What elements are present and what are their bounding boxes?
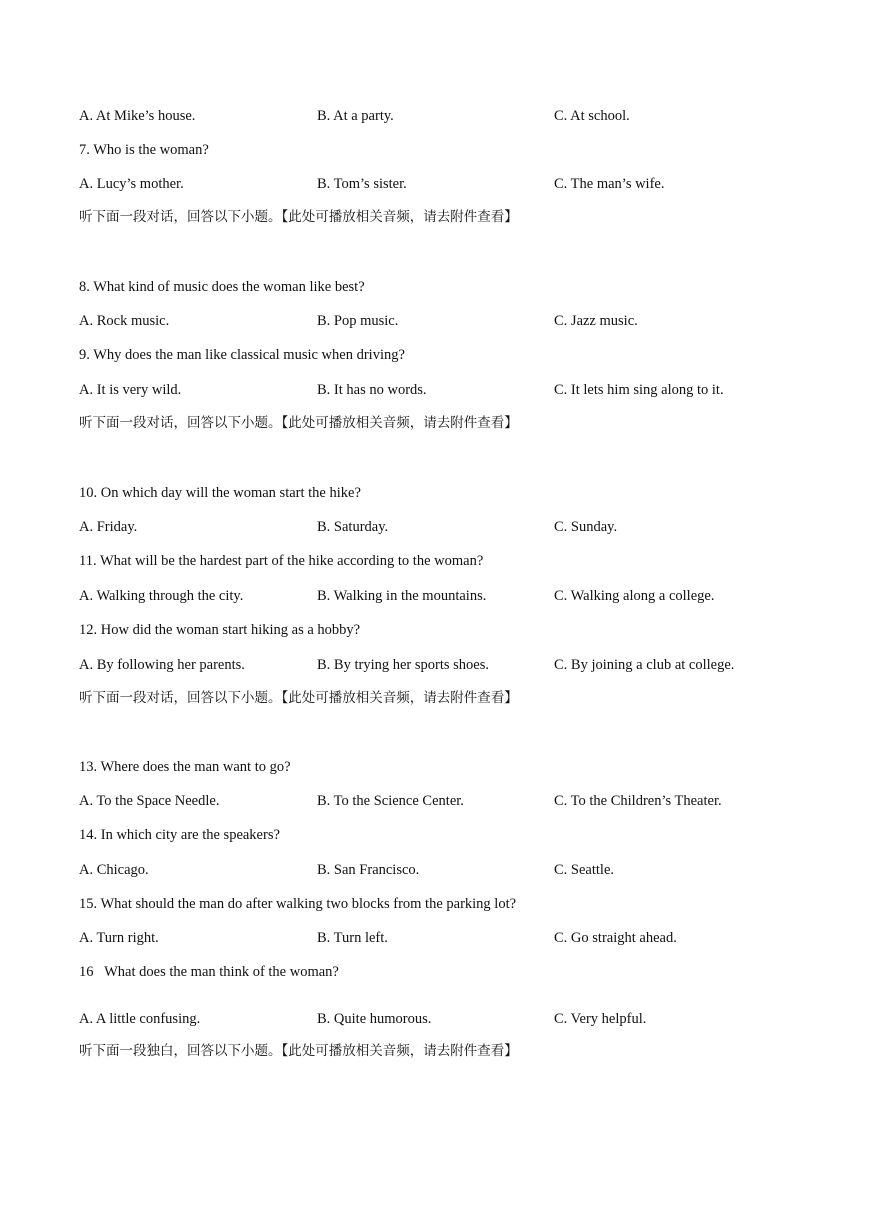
option-a: A. It is very wild. <box>79 382 182 398</box>
question-7: 7. Who is the woman? <box>79 142 209 158</box>
option-c: C. Walking along a college. <box>554 588 715 604</box>
option-b: B. It has no words. <box>317 382 427 398</box>
option-c: C. At school. <box>554 108 630 124</box>
option-c: C. Go straight ahead. <box>554 930 677 946</box>
option-b: B. Walking in the mountains. <box>317 588 487 604</box>
option-b: B. Saturday. <box>317 519 389 535</box>
option-a: A. Chicago. <box>79 862 149 878</box>
options-q10 <box>79 518 779 536</box>
options-q7 <box>79 175 779 193</box>
option-b: B. By trying her sports shoes. <box>317 657 489 673</box>
option-b: B. Tom’s sister. <box>317 176 407 192</box>
option-c: C. Sunday. <box>554 519 618 535</box>
option-a: A. Turn right. <box>79 930 159 946</box>
option-a: A. Rock music. <box>79 313 170 329</box>
listening-instruction: 听下面一段对话，回答以下小题。【此处可播放相关音频，请去附件查看】 <box>79 415 518 431</box>
listening-instruction: 听下面一段独白，回答以下小题。【此处可播放相关音频，请去附件查看】 <box>79 1043 518 1059</box>
option-a: A. Friday. <box>79 519 138 535</box>
option-c: C. To the Children’s Theater. <box>554 793 722 809</box>
options-q12 <box>79 656 779 674</box>
question-12: 12. How did the woman start hiking as a hobby? <box>79 622 361 638</box>
options-q9 <box>79 381 779 399</box>
options-q8 <box>79 312 779 330</box>
question-16: 16 What does the man think of the woman? <box>79 964 339 980</box>
options-q15 <box>79 929 779 947</box>
option-a: A. By following her parents. <box>79 657 245 673</box>
options-q11 <box>79 587 779 605</box>
option-c: C. Very helpful. <box>554 1011 647 1027</box>
option-a: A. Walking through the city. <box>79 588 244 604</box>
question-11: 11. What will be the hardest part of the hike according to the woman? <box>79 553 484 569</box>
options-q13 <box>79 792 779 810</box>
option-c: C. Seattle. <box>554 862 615 878</box>
question-10: 10. On which day will the woman start the hike? <box>79 485 361 501</box>
options-q14 <box>79 861 779 879</box>
option-a: A. At Mike’s house. <box>79 108 196 124</box>
question-13: 13. Where does the man want to go? <box>79 759 291 775</box>
option-a: A. A little confusing. <box>79 1011 201 1027</box>
question-8: 8. What kind of music does the woman like best? <box>79 279 365 295</box>
option-b: B. To the Science Center. <box>317 793 464 809</box>
option-b: B. San Francisco. <box>317 862 420 878</box>
option-c: C. Jazz music. <box>554 313 638 329</box>
question-15: 15. What should the man do after walking two blocks from the parking lot? <box>79 896 517 912</box>
option-b: B. Turn left. <box>317 930 388 946</box>
option-b: B. At a party. <box>317 108 394 124</box>
option-c: C. The man’s wife. <box>554 176 665 192</box>
listening-instruction: 听下面一段对话，回答以下小题。【此处可播放相关音频，请去附件查看】 <box>79 209 518 225</box>
options-q6 <box>79 107 779 125</box>
option-a: A. To the Space Needle. <box>79 793 220 809</box>
question-14: 14. In which city are the speakers? <box>79 827 280 843</box>
option-b: B. Quite humorous. <box>317 1011 432 1027</box>
option-b: B. Pop music. <box>317 313 399 329</box>
options-q16 <box>79 1010 779 1028</box>
listening-instruction: 听下面一段对话，回答以下小题。【此处可播放相关音频，请去附件查看】 <box>79 690 518 706</box>
option-a: A. Lucy’s mother. <box>79 176 184 192</box>
option-c: C. It lets him sing along to it. <box>554 382 724 398</box>
question-9: 9. Why does the man like classical music when driving? <box>79 347 405 363</box>
option-c: C. By joining a club at college. <box>554 657 735 673</box>
